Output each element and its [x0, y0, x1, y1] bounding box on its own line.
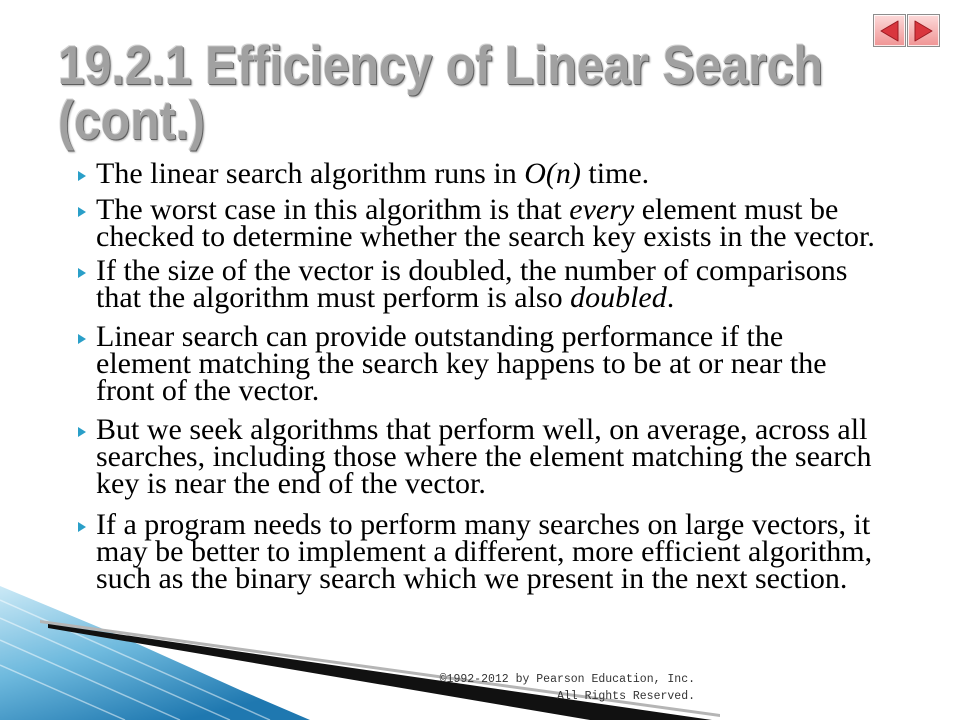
bullet-text: searches, including those where the element matching the search — [96, 440, 872, 473]
bullet-text: If the size of the vector is doubled, the number of comparisons — [96, 254, 848, 287]
slide-navigation — [873, 14, 941, 48]
bullet-line — [96, 320, 827, 353]
bullet-text: that the algorithm must perform is also — [96, 281, 571, 314]
next-slide-button[interactable] — [907, 14, 940, 47]
copyright-text: ©1992-2012 by Pearson Education, Inc. — [439, 673, 695, 686]
bullet-text: key is near the end of the vector. — [96, 467, 486, 500]
slide-title: 19.2.1 Efficiency of Linear Search (cont.) — [58, 34, 823, 151]
previous-slide-button[interactable] — [873, 14, 906, 47]
bullet-text: front of the vector. — [96, 374, 320, 407]
bullet-marker-icon — [78, 171, 86, 181]
rights-text: All Rights Reserved. — [556, 690, 695, 703]
bullet-emphasis: O(n) — [524, 157, 581, 190]
bullet-marker-icon — [78, 522, 86, 532]
bullet-text: Linear search can provide outstanding performance if the — [96, 320, 784, 353]
bullet-text: But we seek algorithms that perform well, on average, across all — [96, 413, 868, 446]
bullet-item — [96, 254, 848, 314]
bullet-line — [96, 508, 872, 541]
bullet-text: . — [666, 281, 675, 314]
bullet-line — [96, 281, 847, 314]
copyright-footer — [440, 671, 695, 705]
bullet-text: may be better to implement a different, more efficient algorithm, — [96, 535, 873, 568]
bullet-line — [96, 535, 873, 568]
bullet-item — [96, 157, 650, 190]
bullet-line — [96, 374, 827, 407]
bullet-text: If a program needs to perform many searches on large vectors, it — [96, 508, 871, 541]
bullet-line — [96, 440, 872, 473]
bullet-line — [96, 467, 872, 500]
bullet-line — [96, 157, 650, 190]
bullet-line — [96, 254, 848, 287]
bullet-marker-icon — [78, 427, 86, 437]
bullet-marker-icon — [78, 334, 86, 344]
bullet-text: time. — [580, 157, 650, 190]
bullet-text: element matching the search key happens to be at or near the — [96, 347, 827, 380]
bullet-text: such as the binary search which we present in the next section. — [96, 562, 848, 595]
bullet-line — [96, 347, 827, 380]
bullet-item — [96, 193, 875, 253]
bullet-item — [96, 508, 873, 595]
bullet-item — [96, 320, 827, 407]
bullet-emphasis: doubled — [570, 281, 667, 314]
bullet-line — [96, 193, 875, 226]
bullet-text: element must be — [634, 193, 839, 226]
bullet-line — [96, 562, 872, 595]
triangle-right-icon — [908, 15, 939, 46]
bullet-text: checked to determine whether the search key exists in the vector. — [96, 220, 875, 253]
bullet-text: The worst case in this algorithm is that — [96, 193, 570, 226]
bullet-item — [96, 413, 872, 500]
bullet-marker-icon — [78, 268, 86, 278]
bullet-line — [96, 220, 875, 253]
bullet-line — [96, 413, 872, 446]
bullet-text: The linear search algorithm runs in — [96, 157, 525, 190]
bullet-emphasis: every — [569, 193, 635, 226]
bullet-marker-icon — [78, 207, 86, 217]
triangle-left-icon — [874, 15, 905, 46]
